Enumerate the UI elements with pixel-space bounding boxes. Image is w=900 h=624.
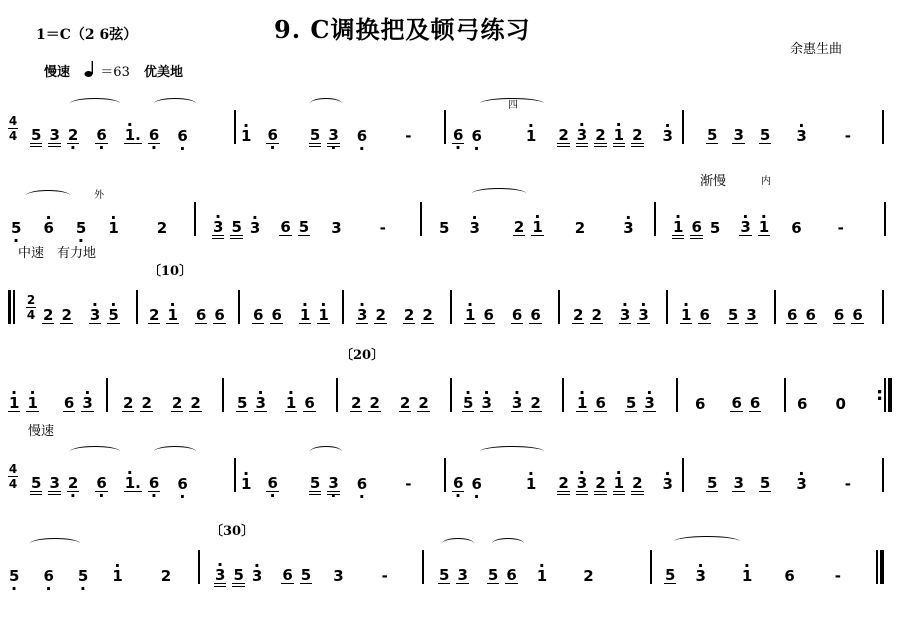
notes	[148, 307, 226, 324]
note: -	[834, 567, 841, 585]
note: 6	[787, 306, 798, 324]
note: · 1	[741, 568, 753, 584]
system-1	[0, 100, 900, 170]
note: 6	[506, 566, 517, 584]
note: 5	[707, 126, 718, 144]
note: · 3	[694, 568, 706, 584]
section-label-2: 慢速	[28, 424, 55, 439]
measure	[452, 458, 673, 493]
note: · 3	[468, 220, 480, 236]
barline	[234, 110, 236, 144]
note: 5 ·	[8, 568, 20, 584]
measure	[252, 290, 348, 324]
measure	[462, 378, 562, 412]
tempo-mm: ＝63	[100, 65, 130, 80]
quarter-note-icon	[84, 60, 96, 82]
note: · 3	[795, 476, 807, 492]
measure	[572, 290, 672, 324]
note: 6 ·	[356, 476, 368, 492]
notes	[240, 475, 412, 492]
note: 5 ·	[77, 568, 89, 584]
note: · 1	[317, 307, 329, 324]
barline	[234, 458, 236, 492]
note: 6	[595, 394, 606, 412]
notes	[672, 219, 845, 236]
notes	[786, 307, 864, 324]
note: 2	[591, 306, 602, 324]
note: 6 ·	[452, 475, 464, 492]
note: -	[405, 475, 412, 493]
barline	[682, 110, 684, 144]
note: · 3	[81, 395, 93, 412]
note: · 1	[240, 476, 252, 492]
notes	[680, 307, 758, 324]
note: · 3	[212, 219, 224, 236]
note: 6 ·	[148, 127, 160, 144]
finger-mark-nei: 内	[761, 176, 771, 187]
rehearsal-mark-20: 〔20〕	[340, 348, 385, 363]
note: · 3	[622, 220, 634, 236]
note: · 3	[511, 395, 523, 412]
note: 5	[625, 394, 637, 412]
note: · 1	[536, 568, 548, 584]
note: 6	[797, 395, 808, 413]
note: 2	[375, 306, 386, 324]
measure	[464, 290, 564, 324]
measure	[42, 290, 142, 324]
note: · 3	[795, 128, 807, 144]
note: 6	[805, 306, 816, 324]
note: 3	[331, 219, 342, 237]
note: 2	[583, 567, 594, 585]
note: · 1	[166, 307, 178, 324]
note: 6 ·	[42, 568, 54, 584]
note: 2	[558, 126, 569, 144]
note: · 1	[111, 568, 123, 584]
note: 2	[190, 394, 201, 412]
measure	[664, 550, 884, 584]
notes	[706, 475, 852, 492]
note: 5	[31, 474, 42, 492]
measure	[672, 202, 892, 236]
measure	[30, 110, 230, 144]
barline	[450, 290, 452, 324]
tempo-marking	[44, 60, 183, 82]
note: 2	[632, 474, 643, 492]
note: · 1	[299, 307, 311, 324]
note: 5	[759, 126, 771, 144]
notes	[8, 568, 172, 584]
measure	[452, 110, 673, 145]
barline	[882, 290, 884, 324]
note: 6 ·	[470, 476, 482, 492]
measure	[438, 202, 648, 236]
notes	[576, 395, 656, 412]
note: 6 ·	[470, 128, 482, 144]
note: 2	[574, 219, 586, 237]
note: · 1	[8, 395, 20, 412]
note: · 3	[89, 307, 101, 324]
note: 2	[61, 306, 72, 324]
tempo-mood: 优美地	[143, 65, 183, 80]
barline	[676, 378, 678, 412]
barline	[562, 378, 564, 412]
note: · 1	[680, 307, 692, 324]
note: 2 ·	[67, 127, 79, 144]
note: 2	[351, 394, 362, 412]
barline	[882, 458, 884, 492]
note: · 5	[462, 395, 474, 412]
measure	[148, 290, 244, 324]
notes	[796, 396, 847, 412]
barline	[884, 378, 886, 412]
barline	[420, 202, 422, 236]
note: 5	[487, 566, 499, 584]
note: 2	[418, 394, 429, 412]
note: 2	[595, 126, 606, 144]
note: · 1	[613, 475, 625, 492]
note: 6 ·	[176, 128, 188, 144]
note: 6	[695, 395, 706, 413]
note: · 3	[662, 128, 674, 144]
ritardando-mark: 渐慢	[700, 174, 727, 189]
notes	[350, 395, 430, 412]
note: 5	[439, 219, 450, 237]
note: 5	[707, 474, 718, 492]
note: -	[405, 127, 412, 145]
measure	[786, 290, 890, 324]
note: 3	[49, 126, 60, 144]
note: · 1	[758, 219, 770, 236]
page-title: 9. C调换把及顿弓练习	[274, 15, 531, 44]
note: 2	[558, 474, 569, 492]
note: · 1	[531, 219, 543, 236]
barline	[784, 378, 786, 412]
note: 5	[31, 126, 42, 144]
measure	[796, 378, 886, 412]
end-repeat-bar	[888, 378, 892, 412]
notes	[464, 307, 542, 324]
note: · 3	[251, 568, 263, 584]
note: 3	[746, 306, 757, 324]
notes	[30, 127, 189, 144]
note: 6	[530, 306, 541, 324]
note: · 3	[249, 220, 261, 236]
note: 5	[300, 566, 312, 584]
notes	[462, 395, 542, 412]
note: 2	[369, 394, 380, 412]
note: 6	[749, 394, 761, 412]
note: 5	[665, 566, 676, 584]
system-5	[0, 448, 900, 518]
note: 5 ·	[10, 220, 22, 236]
notes	[240, 127, 412, 144]
note: -	[379, 219, 386, 237]
note: 6	[852, 306, 863, 324]
note: 6	[791, 219, 802, 237]
note: 5	[233, 566, 244, 584]
note: · 3	[576, 475, 588, 492]
system-3	[0, 282, 900, 352]
note: · 3	[643, 395, 655, 412]
note: · 1	[525, 128, 537, 144]
measure	[350, 378, 450, 412]
note: · 3	[254, 395, 266, 412]
barline	[558, 290, 560, 324]
note: 2	[403, 306, 415, 324]
note: -	[381, 567, 388, 585]
note: 5	[237, 394, 248, 412]
note: 2	[422, 306, 433, 324]
measure	[10, 202, 200, 236]
note: 6 ·	[266, 475, 278, 492]
note: · 3	[576, 127, 588, 144]
note: · 3	[356, 307, 368, 324]
note: 3	[333, 567, 344, 585]
measure	[706, 110, 886, 144]
barline	[876, 550, 878, 584]
note: 3	[457, 566, 468, 584]
note: · 3	[637, 307, 649, 324]
note: 2	[399, 394, 411, 412]
note: · 1	[240, 128, 252, 144]
notes	[572, 307, 650, 324]
note: 2 ·	[67, 475, 79, 492]
measure	[8, 550, 198, 584]
note: 5	[709, 219, 721, 237]
measure	[706, 458, 886, 492]
note: 6	[784, 567, 795, 585]
barline	[136, 290, 138, 324]
time-signature: 4 4	[8, 462, 18, 491]
note: 2	[43, 306, 54, 324]
note: · 1	[576, 395, 588, 412]
note: · 3	[480, 395, 492, 412]
barline	[342, 290, 344, 324]
note: 6 ·	[148, 475, 160, 492]
notes	[664, 567, 842, 584]
measure	[212, 202, 412, 236]
note: · 1	[107, 220, 119, 236]
note: 5	[231, 218, 242, 236]
measure	[240, 110, 430, 144]
note: 5	[727, 306, 739, 324]
note: 6 ·	[356, 128, 368, 144]
measure	[122, 378, 222, 412]
note: -	[844, 127, 851, 145]
notes	[122, 395, 202, 412]
rehearsal-mark-30: 〔30〕	[210, 524, 255, 539]
notes	[42, 307, 120, 324]
note: 2	[530, 394, 541, 412]
note: · 1	[613, 127, 625, 144]
note: · 6	[42, 220, 54, 236]
note: 2	[160, 567, 172, 585]
barline	[682, 458, 684, 492]
notes	[212, 219, 387, 236]
note: 6 ·	[176, 476, 188, 492]
notes	[356, 307, 434, 324]
note: 2	[156, 219, 168, 237]
system-4	[0, 370, 900, 440]
note: 6	[691, 218, 702, 236]
note: · 3	[619, 307, 631, 324]
notes	[706, 127, 852, 144]
section-label-1: 中速 有力地	[18, 246, 97, 261]
measure	[694, 378, 784, 412]
end-repeat-dots: :	[876, 384, 884, 405]
note: 6	[214, 306, 225, 324]
note: 2	[632, 126, 643, 144]
barline	[194, 202, 196, 236]
note: 3	[733, 126, 744, 144]
note: 6 ·	[95, 475, 107, 492]
note: · 3	[214, 567, 226, 584]
note: 3 ·	[327, 127, 339, 144]
system-2	[0, 192, 900, 262]
notes	[8, 395, 94, 412]
note: 6 ·	[452, 127, 464, 144]
final-barline	[880, 550, 884, 584]
measure	[214, 550, 414, 584]
note: 6	[253, 306, 264, 324]
key-signature: 1＝C（2 6弦）	[36, 27, 138, 43]
note: 5	[439, 566, 450, 584]
barline	[198, 550, 200, 584]
notes	[236, 395, 316, 412]
rehearsal-mark-10: 〔10〕	[148, 264, 193, 279]
note: 2	[595, 474, 606, 492]
notes	[252, 307, 330, 324]
barline	[666, 290, 668, 324]
measure	[576, 378, 676, 412]
notes	[10, 220, 168, 236]
note: 6	[282, 566, 293, 584]
measure	[438, 550, 648, 584]
notes	[214, 567, 389, 584]
barline	[444, 110, 446, 144]
note: 5 ·	[75, 220, 87, 236]
notes	[438, 567, 595, 584]
note: · 1	[285, 395, 297, 412]
barline	[450, 378, 452, 412]
note: 6	[280, 218, 291, 236]
tempo-speed: 慢速	[44, 65, 71, 80]
note: · 3	[662, 476, 674, 492]
notes	[452, 475, 674, 492]
system-6	[0, 540, 900, 610]
note: 6	[195, 306, 207, 324]
finger-mark-si: 四	[508, 100, 518, 111]
note: -	[844, 475, 851, 493]
notes	[452, 127, 674, 144]
composer: 余惠生曲	[790, 42, 843, 57]
notes	[694, 395, 761, 412]
note: · 1	[672, 219, 684, 236]
note: 6	[304, 394, 315, 412]
note: 6	[731, 394, 742, 412]
note: 2	[141, 394, 152, 412]
note: · 1	[26, 395, 38, 412]
note: -	[837, 219, 844, 237]
note: 6	[271, 306, 282, 324]
note: 2	[171, 394, 183, 412]
barline	[654, 202, 656, 236]
note: · 5	[107, 307, 119, 324]
barline	[444, 458, 446, 492]
note: 3 ·	[327, 475, 339, 492]
measure	[680, 290, 780, 324]
note: 6	[833, 306, 845, 324]
note: 6 ·	[266, 127, 278, 144]
note: 2	[123, 394, 134, 412]
notes	[30, 475, 189, 492]
start-repeat-bar	[8, 290, 11, 324]
note: 2	[573, 306, 584, 324]
barline	[336, 378, 338, 412]
note: 5	[298, 218, 310, 236]
note: 6 ·	[95, 127, 107, 144]
note: 6	[63, 394, 75, 412]
barline	[882, 110, 884, 144]
note: 2	[513, 218, 525, 236]
note: · 1	[464, 307, 476, 324]
measure	[240, 458, 430, 492]
barline	[650, 550, 652, 584]
note: 5	[309, 126, 321, 144]
barline	[222, 378, 224, 412]
finger-mark-wai: 外	[94, 190, 104, 201]
measure	[30, 458, 230, 492]
barline	[422, 550, 424, 584]
note: · 3	[739, 219, 751, 236]
barline	[884, 202, 886, 236]
barline	[238, 290, 240, 324]
note: 6	[511, 306, 523, 324]
measure	[236, 378, 336, 412]
time-signature: 2 4	[26, 293, 36, 322]
note: 0	[835, 395, 846, 413]
note: 2	[149, 306, 160, 324]
time-signature: 4 4	[8, 114, 18, 143]
note: 3	[733, 474, 744, 492]
measure	[356, 290, 456, 324]
note: · 1	[525, 476, 537, 492]
measure	[8, 378, 108, 412]
barline	[106, 378, 108, 412]
note: 6	[699, 306, 710, 324]
note: 5	[309, 474, 321, 492]
note: 6	[483, 306, 494, 324]
note: · 1.	[124, 475, 142, 492]
notes	[438, 219, 635, 236]
note: 3	[49, 474, 60, 492]
note: 5	[759, 474, 771, 492]
note: · 1.	[124, 127, 142, 144]
barline	[774, 290, 776, 324]
